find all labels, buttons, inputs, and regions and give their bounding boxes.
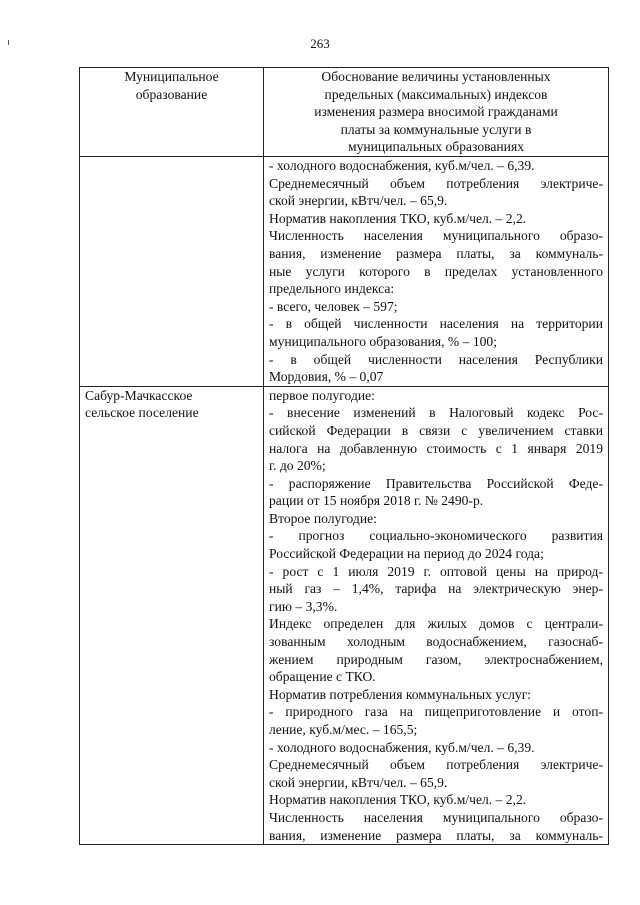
row2-municipality <box>80 386 264 844</box>
text-line: гию – 3,3%. <box>269 598 338 614</box>
header-col2-line: платы за коммунальные услуги в <box>340 121 532 137</box>
text-line: - холодного водоснабжения, куб.м/чел. – 6,39. <box>269 739 535 755</box>
header-municipality <box>80 68 264 157</box>
text-line: Среднемесячный объем потребления электриче- <box>269 757 603 773</box>
text-line: вания, изменение размера платы, за коммуналь- <box>269 245 603 261</box>
text-line: Численность населения муниципального образо- <box>269 809 603 825</box>
text-line: Второе полугодие: <box>269 510 377 526</box>
text-line: ление, куб.м/мес. – 165,5; <box>269 722 418 737</box>
text-line: - природного газа на пищеприготовление и отоп- <box>269 704 603 720</box>
header-col2-line: муниципальных образованиях <box>347 139 524 155</box>
text-line: обращение с ТКО. <box>269 669 376 685</box>
text-line: рации от 15 ноября 2018 г. № 2490-р. <box>269 493 484 509</box>
text-line: зованным холодным водоснабжением, газоснаб- <box>269 634 603 650</box>
text-line: - распоряжение Правительства Российской Феде- <box>269 475 603 491</box>
text-line: первое полугодие: <box>269 387 375 403</box>
table-header-row <box>80 68 609 157</box>
row2-justification <box>264 386 609 844</box>
header-col2-line: изменения размера вносимой гражданами <box>314 104 558 120</box>
text-line: - внесение изменений в Налоговый кодекс Рос- <box>269 405 603 421</box>
text-line: - всего, человек – 597; <box>269 298 398 314</box>
header-col1-line: образование <box>135 86 208 102</box>
text-line: - в общей численности населения Республики <box>269 351 603 367</box>
text-line: Мордовия, % – 0,07 <box>269 369 384 385</box>
text-line: - холодного водоснабжения, куб.м/чел. – 6,39. <box>269 158 535 173</box>
text-line: налога на добавленную стоимость с 1 января 2019 <box>269 440 603 456</box>
header-col1-line: Муниципальное <box>124 69 219 84</box>
text-line: ской энергии, кВтч/чел. – 65,9. <box>269 774 448 790</box>
text-line: вания, изменение размера платы, за коммуналь- <box>269 827 603 843</box>
municipality-name-line: Сабур-Мачкасское <box>85 387 193 403</box>
table-row <box>80 157 609 387</box>
row1-municipality <box>80 157 264 387</box>
text-line: ный газ – 1,4%, тарифа на электрическую энер- <box>269 581 603 597</box>
text-line: ные услуги которого в пределах установленного <box>269 263 603 279</box>
text-line: ской энергии, кВтч/чел. – 65,9. <box>269 193 448 209</box>
table-row <box>80 386 609 844</box>
text-line: - в общей численности населения на территории <box>269 316 603 332</box>
text-line: сийской Федерации в связи с увеличением ставки <box>269 422 603 438</box>
text-line: Индекс определен для жилых домов с централи- <box>269 616 603 632</box>
header-col2-line: предельных (максимальных) индексов <box>324 86 548 102</box>
municipality-name-line: сельское поселение <box>85 405 199 421</box>
text-line: муниципального образования, % – 100; <box>269 333 498 349</box>
text-line: - прогноз социально-экономического развития <box>269 528 603 544</box>
municipal-index-table <box>79 67 609 845</box>
text-line: - рост с 1 июля 2019 г. оптовой цены на природ- <box>269 563 603 579</box>
text-line: Среднемесячный объем потребления электриче- <box>269 175 603 191</box>
page-number: 263 <box>310 36 330 51</box>
text-line: предельного индекса: <box>269 281 395 297</box>
text-line: Норматив накопления ТКО, куб.м/чел. – 2,2. <box>269 210 527 226</box>
row1-justification <box>264 157 609 387</box>
text-line: Норматив накопления ТКО, куб.м/чел. – 2,2. <box>269 792 527 808</box>
text-line: жением природным газом, электроснабжением, <box>269 651 603 667</box>
header-justification <box>264 68 609 157</box>
text-line: Численность населения муниципального образо- <box>269 228 603 244</box>
header-col2-line: Обоснование величины установленных <box>321 69 551 84</box>
text-line: Норматив потребления коммунальных услуг: <box>269 686 532 702</box>
text-line: г. до 20%; <box>269 458 326 474</box>
text-line: Российской Федерации на период до 2024 года; <box>269 546 544 562</box>
